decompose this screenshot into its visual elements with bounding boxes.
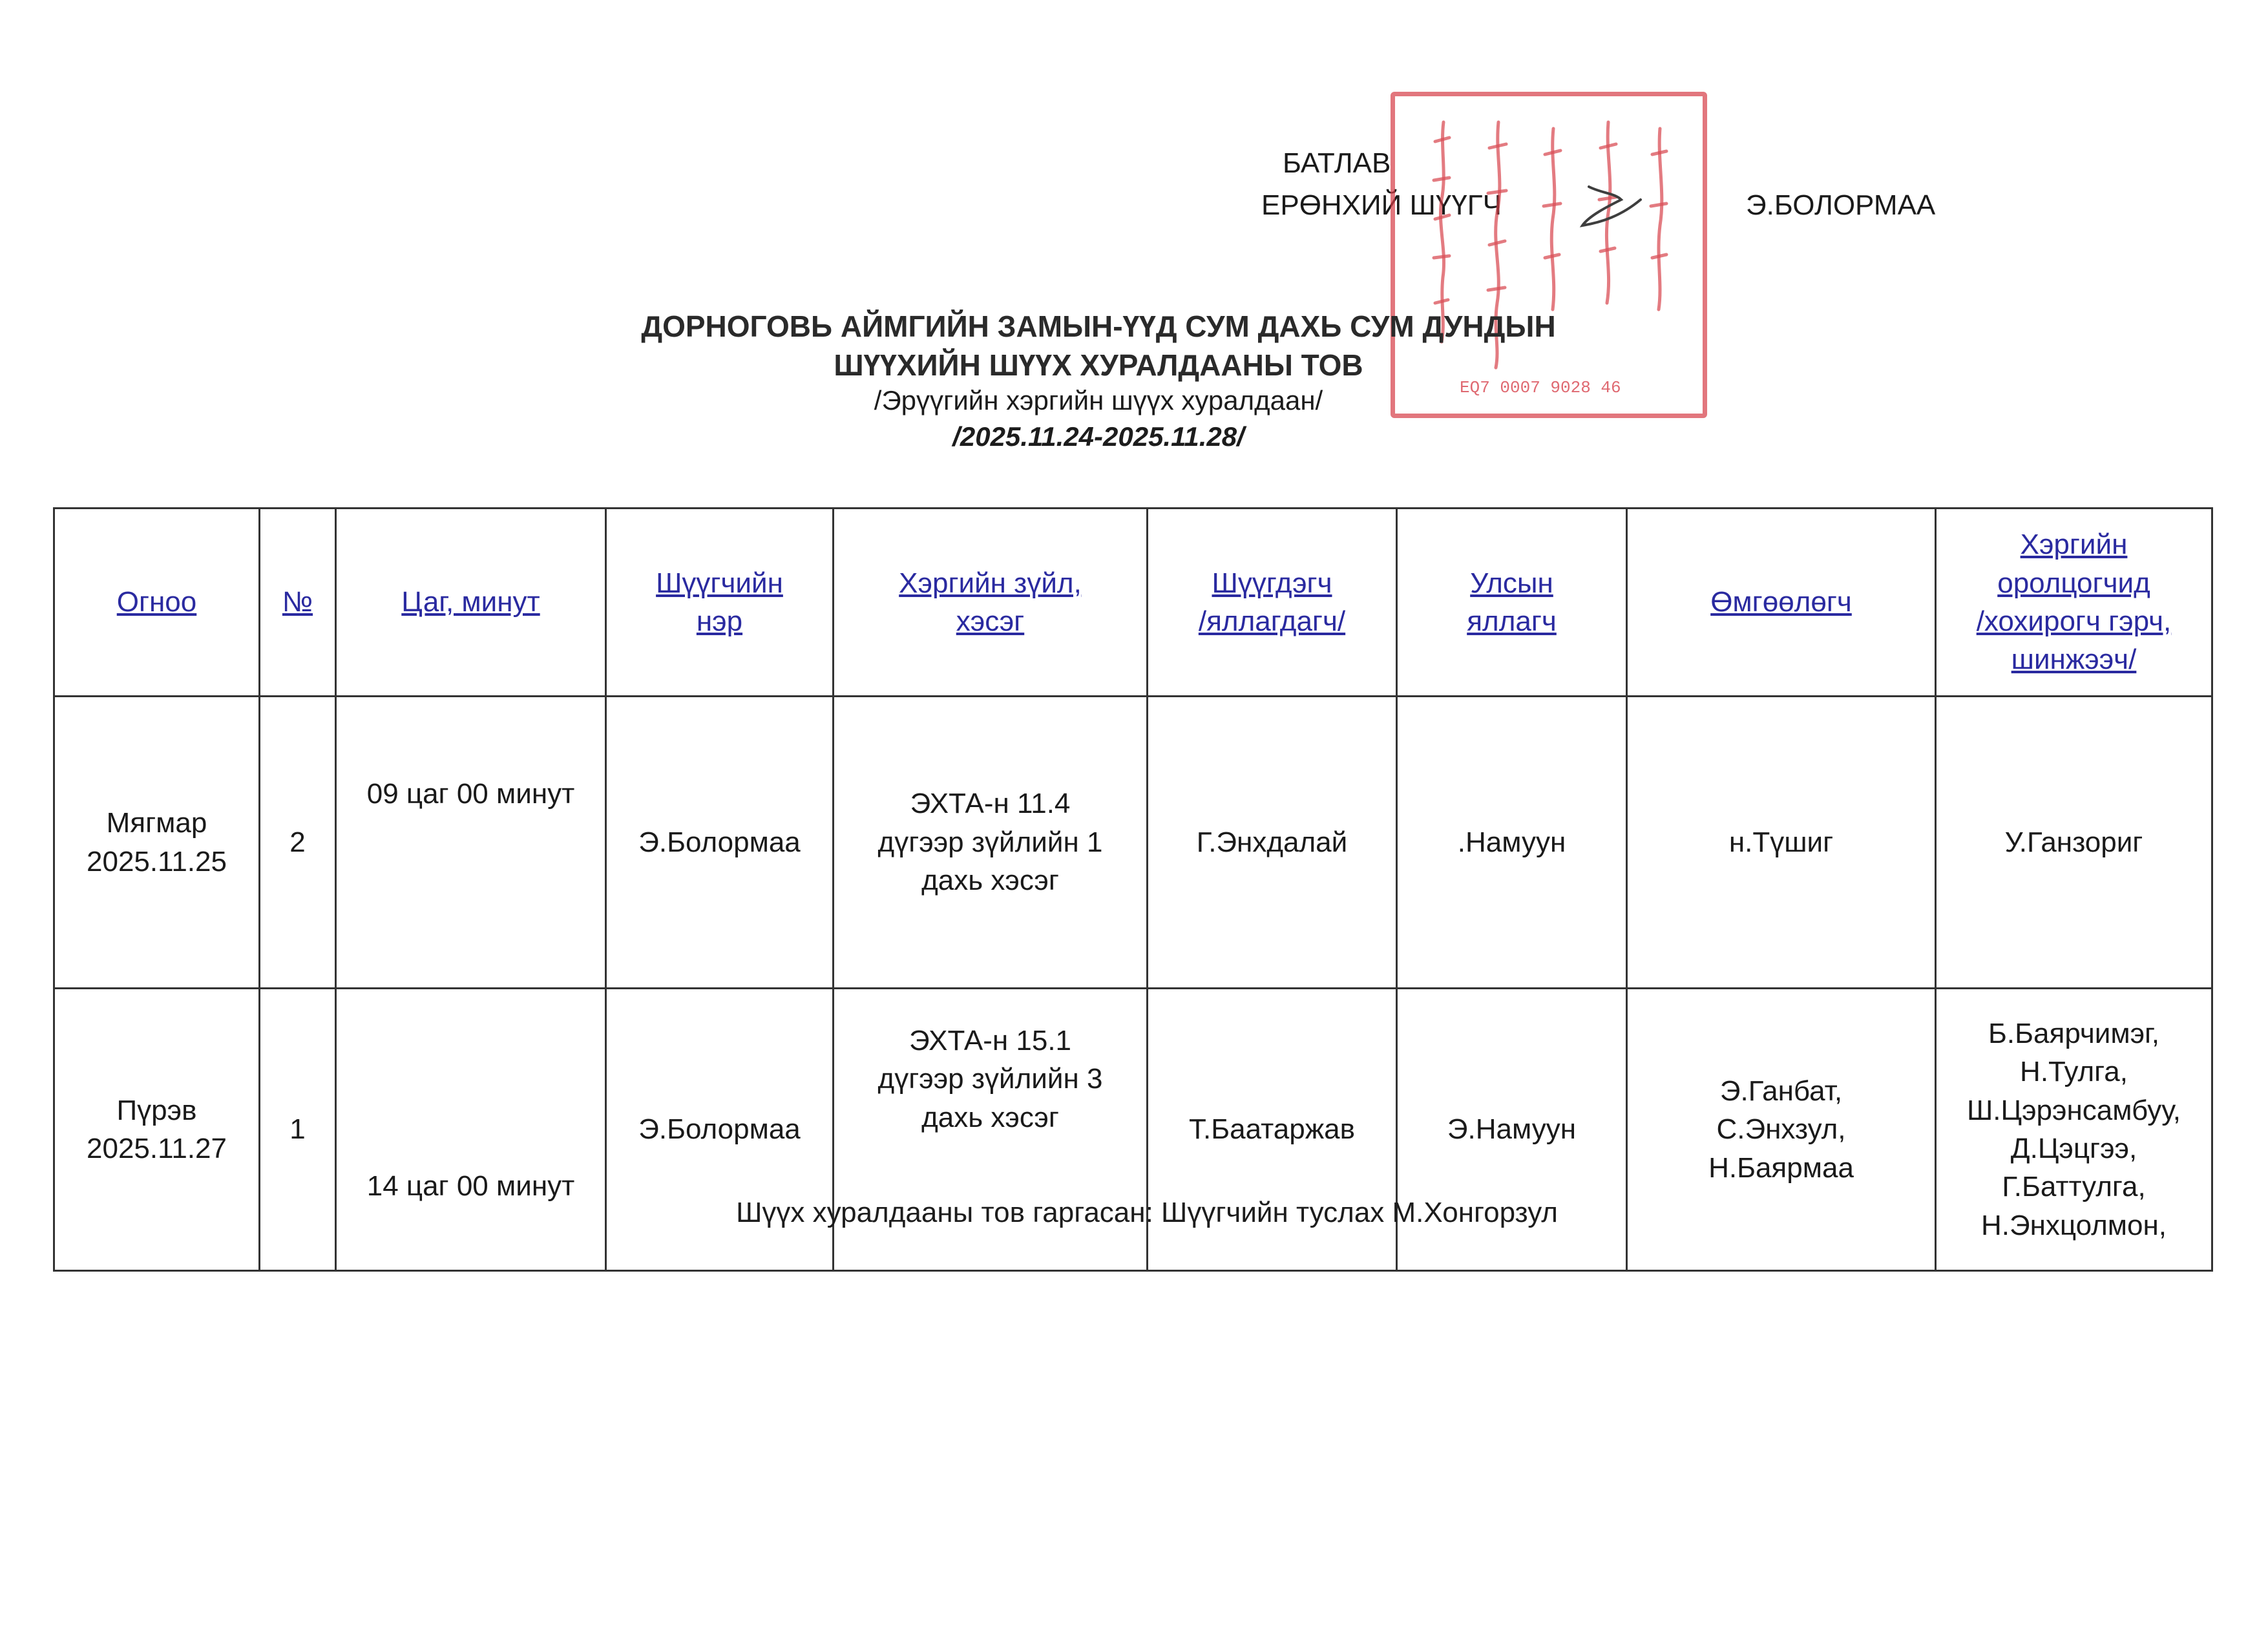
cell-date: Мягмар 2025.11.25	[54, 697, 260, 989]
cell-prosecutor: Э.Намуун	[1397, 989, 1627, 1271]
stamp-number: ЕQ7 0007 9028 46	[1460, 378, 1621, 397]
column-header-defender: Өмгөөлөгч	[1627, 509, 1936, 697]
page-title-line1: ДОРНОГОВЬ АЙМГИЙН ЗАМЫН-ҮҮД СУМ ДАХЬ СУМ ДУНДЫН	[641, 310, 1556, 343]
cell-time: 14 цаг 00 минут	[336, 989, 606, 1271]
hearing-schedule-table	[53, 507, 2213, 1272]
column-header-time: Цаг, минут	[336, 509, 606, 697]
approve-label: БАТЛАВ	[1283, 147, 1391, 179]
cell-defender: н.Түшиг	[1627, 697, 1936, 989]
date-range: /2025.11.24-2025.11.28/	[952, 421, 1244, 452]
cell-time: 09 цаг 00 минут	[336, 697, 606, 989]
cell-no: 2	[260, 697, 336, 989]
page-subtitle: /Эрүүгийн хэргийн шүүх хуралдаан/	[874, 385, 1323, 415]
table-row	[54, 697, 2212, 989]
cell-defender: Э.Ганбат, С.Энхзул, Н.Баярмаа	[1627, 989, 1936, 1271]
cell-participants: Б.Баярчимэг, Н.Тулга, Ш.Цэрэнсамбуу, Д.Цэцгээ, Г.Баттулга, Н.Энхцолмон,	[1936, 989, 2212, 1271]
page-title-line2: ШҮҮХИЙН ШҮҮХ ХУРАЛДААНЫ ТОВ	[834, 348, 1363, 382]
column-header-date: Огноо	[54, 509, 260, 697]
cell-prosecutor: .Намуун	[1397, 697, 1627, 989]
column-header-article: Хэргийн зүйл, хэсэг	[834, 509, 1148, 697]
column-header-defendant: Шүүгдэгч /яллагдагч/	[1148, 509, 1397, 697]
cell-judge: Э.Болормаа	[606, 989, 834, 1271]
column-header-prosecutor: Улсын яллагч	[1397, 509, 1627, 697]
cell-no: 1	[260, 989, 336, 1271]
approver-position: ЕРӨНХИЙ ШҮҮГЧ	[1261, 189, 1502, 221]
table-header-row	[54, 509, 2212, 697]
column-header-no: №	[260, 509, 336, 697]
column-header-judge: Шүүгчийн нэр	[606, 509, 834, 697]
column-header-participants: Хэргийн оролцогчид /хохирогч гэрч, шинжээч/	[1936, 509, 2212, 697]
cell-defendant: Т.Баатаржав	[1148, 989, 1397, 1271]
prepared-by-note: Шүүх хуралдааны тов гаргасан: Шүүгчийн туслах М.Хонгорзул	[736, 1197, 1558, 1228]
approver-name: Э.БОЛОРМАА	[1746, 189, 1936, 221]
cell-participants: У.Ганзориг	[1936, 697, 2212, 989]
cell-date: Пүрэв 2025.11.27	[54, 989, 260, 1271]
cell-article: ЭХТА-н 15.1 дүгээр зүйлийн 3 дахь хэсэг	[834, 989, 1148, 1271]
cell-judge: Э.Болормаа	[606, 697, 834, 989]
cell-defendant: Г.Энхдалай	[1148, 697, 1397, 989]
cell-article: ЭХТА-н 11.4 дүгээр зүйлийн 1 дахь хэсэг	[834, 697, 1148, 989]
